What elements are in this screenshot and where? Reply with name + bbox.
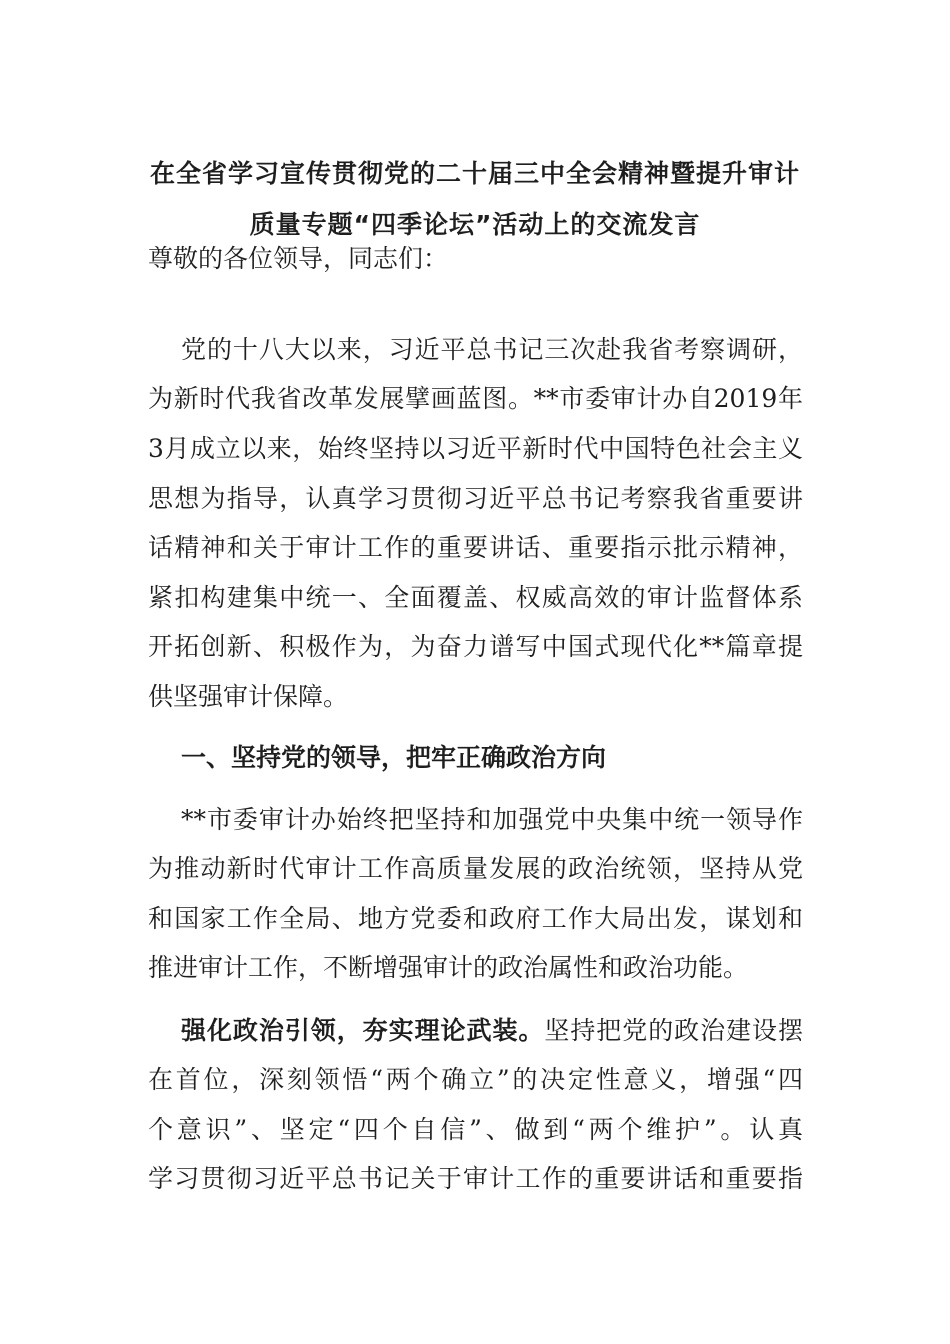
paragraph-line: 思想为指导，认真学习贯彻习近平总书记考察我省重要讲 bbox=[148, 484, 803, 513]
paragraph-line: **市委审计办始终把坚持和加强党中央集中统一领导作 bbox=[181, 805, 803, 834]
paragraph-line: 开拓创新、积极作为，为奋力谱写中国式现代化**篇章提 bbox=[148, 632, 803, 661]
paragraph-line: 和国家工作全局、地方党委和政府工作大局出发，谋划和 bbox=[148, 904, 803, 933]
paragraph-line: 在首位，深刻领悟“两个确立”的决定性意义，增强“四 bbox=[148, 1065, 803, 1094]
paragraph-text: 坚持把党的政治建设摆 bbox=[544, 1016, 803, 1045]
salutation: 尊敬的各位领导，同志们： bbox=[148, 244, 449, 273]
paragraph-line: 推进审计工作，不断增强审计的政治属性和政治功能。 bbox=[148, 953, 749, 982]
paragraph-line: 个意识”、坚定“四个自信”、做到“两个维护”。认真 bbox=[148, 1115, 803, 1144]
paragraph-line: 供坚强审计保障。 bbox=[148, 682, 349, 711]
paragraph-line: 3月成立以来，始终坚持以习近平新时代中国特色社会主义 bbox=[148, 434, 803, 463]
paragraph-line: 学习贯彻习近平总书记关于审计工作的重要讲话和重要指 bbox=[148, 1164, 803, 1193]
paragraph-line bbox=[181, 1011, 803, 1051]
paragraph-line: 为推动新时代审计工作高质量发展的政治统领，坚持从党 bbox=[148, 854, 803, 883]
paragraph-line: 话精神和关于审计工作的重要讲话、重要指示批示精神， bbox=[148, 533, 803, 562]
section-heading: 一、坚持党的领导，把牢正确政治方向 bbox=[181, 743, 607, 772]
paragraph-line: 为新时代我省改革发展擘画蓝图。**市委审计办自2019年 bbox=[148, 384, 803, 413]
paragraph-lead: 强化政治引领，夯实理论武装。 bbox=[181, 1016, 545, 1045]
paragraph-line: 紧扣构建集中统一、全面覆盖、权威高效的审计监督体系 bbox=[148, 583, 803, 612]
paragraph-line: 党的十八大以来，习近平总书记三次赴我省考察调研， bbox=[181, 335, 803, 364]
document-title-line-1: 在全省学习宣传贯彻党的二十届三中全会精神暨提升审计 bbox=[149, 159, 800, 188]
document-title-line-2: 质量专题“四季论坛”活动上的交流发言 bbox=[249, 210, 701, 239]
